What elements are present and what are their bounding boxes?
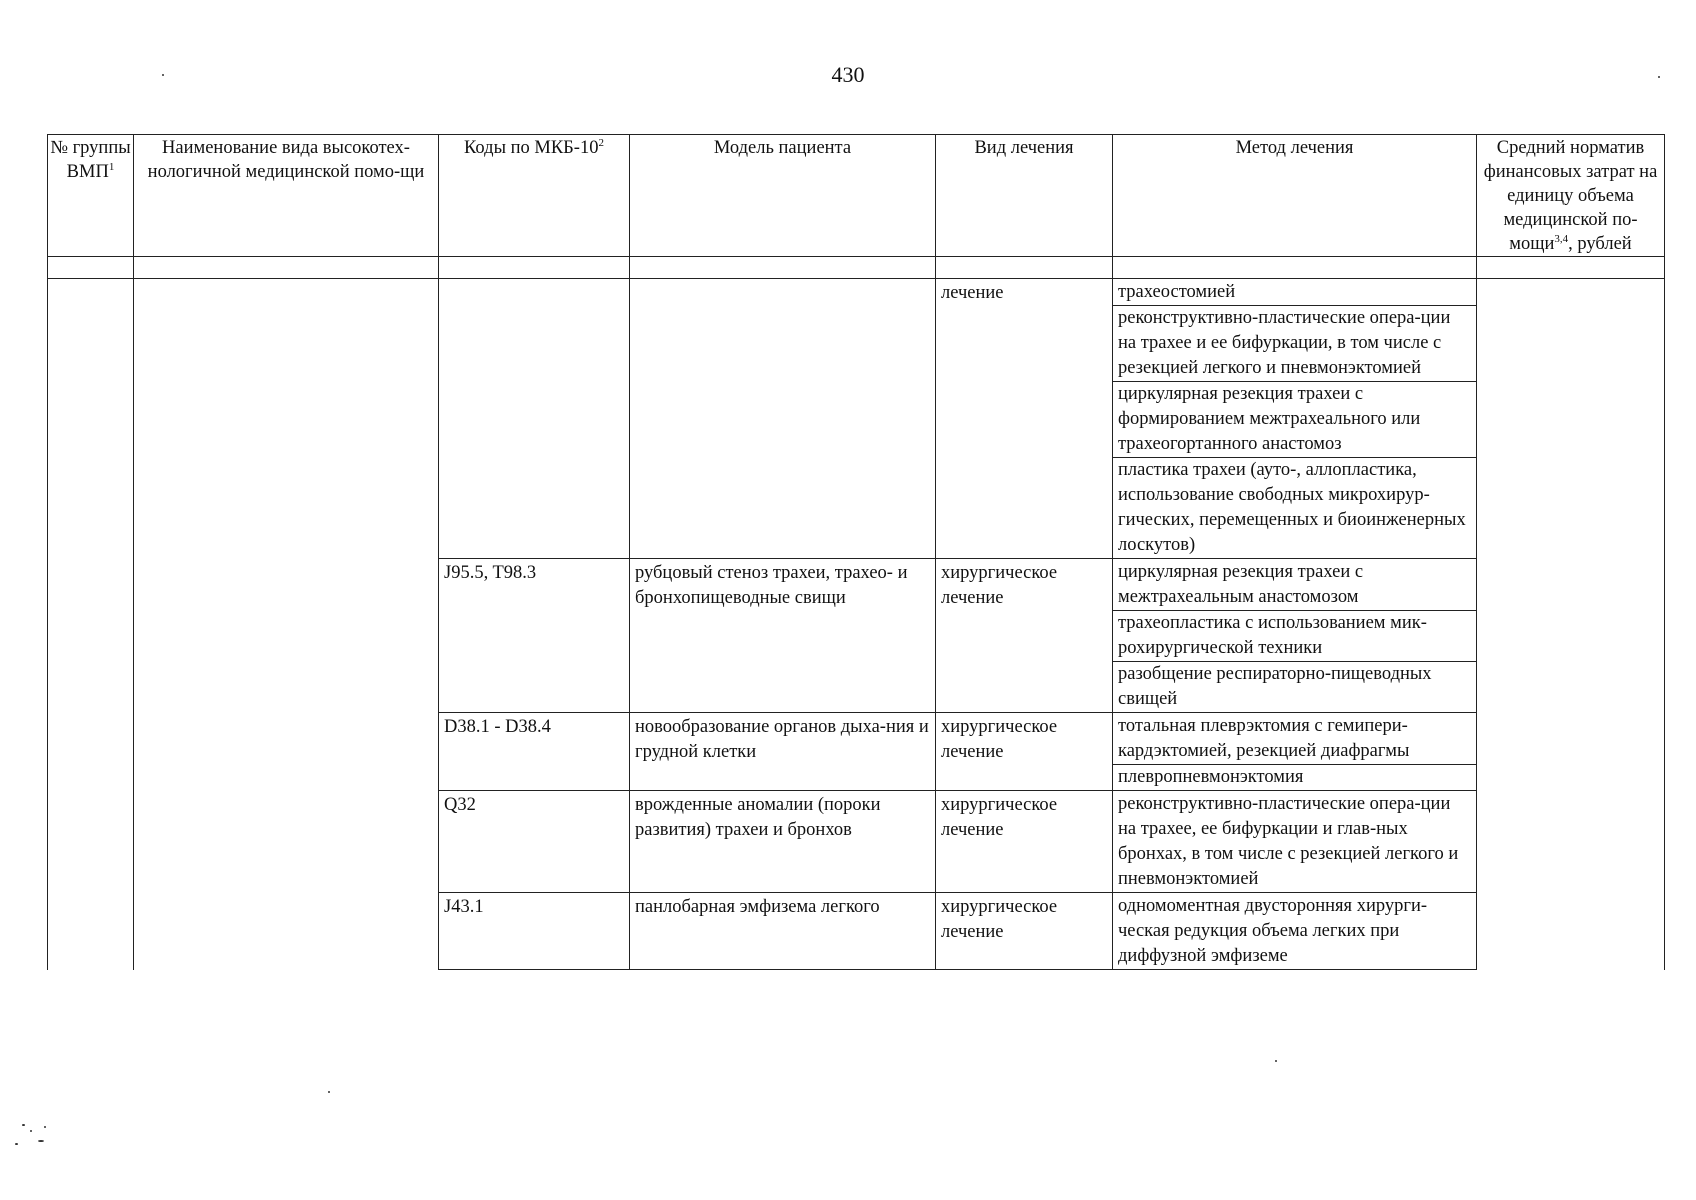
header-treatment-type: Вид лечения [936,135,1113,257]
spacer-row [48,257,1665,279]
icd-code-cell: J95.5, T98.3 [439,559,630,713]
treatment-type-cell: хирургическое лечение [936,791,1113,893]
treatment-method-cell [1113,559,1477,713]
vmp-table [47,134,1665,970]
method-item: плевропневмонэктомия [1113,764,1476,790]
scan-speck [1275,1060,1277,1062]
treatment-method-cell [1113,791,1477,893]
patient-model-cell: рубцовый стеноз трахеи, трахео- и бронхопищеводные свищи [630,559,936,713]
treatment-type-cell: лечение [936,279,1113,559]
patient-model-cell: новообразование органов дыха-ния и грудной клетки [630,713,936,791]
header-group-number: № группы ВМП$^1$ [48,135,134,257]
method-item: разобщение респираторно-пищеводных свищей [1113,661,1476,712]
care-type-cell [134,279,439,970]
patient-model-cell [630,279,936,559]
group-number-cell [48,279,134,970]
icd-code-cell: J43.1 [439,893,630,970]
method-item: циркулярная резекция трахеи с формированием межтрахеального или трахеогортанного анастомоз [1113,381,1476,457]
method-item: трахеостомией [1118,282,1236,302]
treatment-type-cell: хирургическое лечение [936,893,1113,970]
scan-speck [15,1143,18,1145]
header-treatment-method: Метод лечения [1113,135,1477,257]
method-item: одномоментная двусторонняя хирурги-ческая редукция объема легких при диффузной эмфиземе [1118,896,1427,966]
treatment-method-cell [1113,279,1477,559]
method-item: тотальная плеврэктомия с гемипери-кардэктомией, резекцией диафрагмы [1118,716,1410,761]
treatment-type-cell: хирургическое лечение [936,713,1113,791]
cost-cell [1477,279,1665,970]
header-cost-standard: Средний норматив финансовых затрат на единицу объема медицинской по-мощи$^{3,4}$, рублей [1477,135,1665,257]
patient-model-cell: панлобарная эмфизема легкого [630,893,936,970]
treatment-type-cell: хирургическое лечение [936,559,1113,713]
scan-speck [44,1126,46,1128]
icd-code-cell [439,279,630,559]
page-number: 430 [831,62,865,87]
method-item: трахеопластика с использованием мик-рохирургической техники [1113,610,1476,661]
header-care-type: Наименование вида высокотех-нологичной медицинской помо-щи [134,135,439,257]
method-item: реконструктивно-пластические опера-ции на трахее, ее бифуркации и глав-ных бронхах, в том числе с резекцией легкого и пневмонэктомией [1118,794,1459,889]
table-row [48,279,1665,559]
header-patient-model: Модель пациента [630,135,936,257]
icd-code-cell: Q32 [439,791,630,893]
patient-model-cell: врожденные аномалии (пороки развития) трахеи и бронхов [630,791,936,893]
treatment-method-cell [1113,713,1477,791]
method-item: циркулярная резекция трахеи с межтрахеальным анастомозом [1118,562,1364,607]
scan-speck [38,1140,44,1142]
method-item: пластика трахеи (ауто-, аллопластика, использование свободных микрохирур-гических, перемещенных и биоинженерных лоскутов) [1113,457,1476,558]
treatment-method-cell [1113,893,1477,970]
icd-code-cell: D38.1 - D38.4 [439,713,630,791]
method-item: реконструктивно-пластические опера-ции на трахее и ее бифуркации, в том числе с резекцией легкого и пневмонэктомией [1113,305,1476,381]
header-icd-codes: Коды по МКБ-$10^2$ [439,135,630,257]
scan-speck [1658,76,1660,78]
scan-speck [328,1091,330,1093]
scan-speck [30,1130,32,1132]
scan-speck [162,74,164,76]
scan-speck [22,1124,25,1126]
header-row [48,135,1665,257]
